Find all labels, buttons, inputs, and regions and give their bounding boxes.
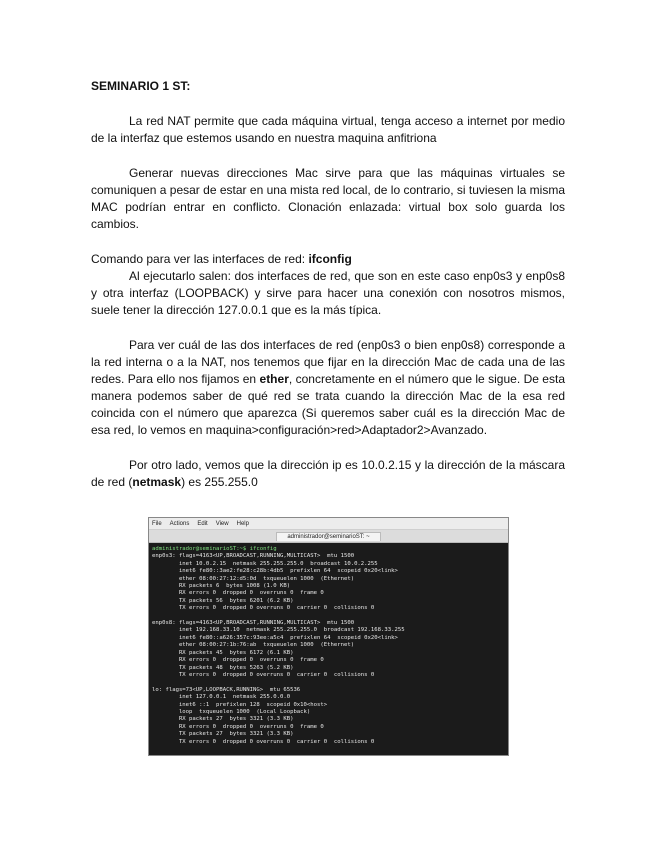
netmask-text-before: Por otro lado, vemos que la dirección ip es 10.0.2.15 y la dirección de la máscara de red ( (91, 458, 565, 489)
paragraph-ether (91, 337, 565, 439)
command-prefix: Comando para ver las interfaces de red: (91, 252, 309, 266)
command-name: ifconfig (308, 252, 352, 266)
terminal-tabbar (149, 530, 508, 543)
terminal-line: TX packets 48 bytes 5263 (5.2 KB) (152, 664, 294, 671)
terminal-screenshot (148, 517, 509, 756)
title-spacer (91, 105, 565, 113)
ether-text-before: Para ver cuál de las dos interfaces de red (enp0s3 o bien enp0s8) corresponde a la red interna o a la NAT, nos tenemos que fijar en la dirección Mac de cada una de las redes. Para ello nos fijamos en (91, 338, 565, 386)
terminal-line (152, 613, 505, 620)
terminal-menubar (149, 518, 508, 530)
terminal-output (149, 543, 508, 746)
menu-actions[interactable]: Actions (169, 520, 190, 527)
terminal-line: inet 10.0.2.15 netmask 255.255.255.0 broadcast 10.0.2.255 (152, 560, 378, 567)
paragraph-netmask (91, 457, 565, 491)
paragraph-interfaces: Al ejecutarlo salen: dos interfaces de red, que son en este caso enp0s3 y enp0s8 y otra interfaz (LOOPBACK) y sirve para hacer una conexión con nosotros mismos, suele tener la dirección 127.0.0.1 que es la más típica. (91, 269, 565, 317)
terminal-line: RX errors 0 dropped 0 overruns 0 frame 0 (152, 590, 324, 597)
paragraph-mac: Generar nuevas direcciones Mac sirve para que las máquinas virtuales se comuniquen a pesar de estar en una mista red local, de lo contrario, si tuviesen la misma MAC podrían entrar en conflicto. Clonación enlazada: virtual box solo guarda los cambios. (91, 166, 565, 231)
paragraph-command (91, 251, 565, 268)
terminal-line: TX packets 27 bytes 3321 (3.3 KB) (152, 731, 294, 738)
terminal-line: RX packets 27 bytes 3321 (3.3 KB) (152, 716, 294, 723)
terminal-line: TX errors 0 dropped 0 overruns 0 carrier 0 collisions 0 (152, 671, 375, 678)
terminal-line: enp0s3: flags=4163<UP,BROADCAST,RUNNING,MULTICAST> mtu 1500 (152, 553, 355, 560)
menu-file[interactable]: File (152, 520, 162, 527)
netmask-keyword: netmask (132, 475, 182, 489)
menu-help[interactable]: Help (236, 520, 249, 527)
netmask-text-after: ) es 255.255.0 (181, 475, 258, 489)
terminal-tab[interactable]: administrador@seminarioST: ~ (276, 532, 380, 541)
terminal-line: inet 192.168.33.10 netmask 255.255.255.0 broadcast 192.168.33.255 (152, 627, 405, 634)
terminal-lines (152, 553, 505, 746)
terminal-line (152, 679, 505, 686)
document-title: SEMINARIO 1 ST: (91, 79, 191, 93)
menu-view[interactable]: View (215, 520, 229, 527)
terminal-line: TX errors 0 dropped 0 overruns 0 carrier 0 collisions 0 (152, 605, 375, 612)
paragraph-nat: La red NAT permite que cada máquina virtual, tenga acceso a internet por medio de la interfaz que estemos usando en nuestra maquina anfitriona (91, 114, 565, 145)
document-body (91, 78, 565, 509)
terminal-line: RX packets 45 bytes 6172 (6.1 KB) (152, 649, 294, 656)
terminal-line: TX errors 0 dropped 0 overruns 0 carrier 0 collisions 0 (152, 738, 375, 745)
terminal-line: RX packets 6 bytes 1008 (1.0 KB) (152, 583, 291, 590)
terminal-line: inet6 fe80::a626:357c:93ee:a5c4 prefixlen 64 scopeid 0x20<link> (152, 634, 398, 641)
terminal-line: ether 08:00:27:1b:76:ab txqueuelen 1000 (Ethernet) (152, 642, 355, 649)
terminal-line: inet6 fe80::3ae2:fe28:c28b:4db5 prefixlen 64 scopeid 0x20<link> (152, 568, 398, 575)
terminal-line: RX errors 0 dropped 0 overruns 0 frame 0 (152, 657, 324, 664)
terminal-line: lo: flags=73<UP,LOOPBACK,RUNNING> mtu 65536 (152, 686, 301, 693)
ether-text-after: , concretamente en el número que le sigue. De esta manera podemos saber de qué red se trata cuando la dirección Mac de la esa red coincida con el número que aparezca (Si queremos saber cuál es la dirección Mac de esa red, lo vemos en maquina>configuración>red>Adaptador2>Avanzado. (91, 372, 565, 437)
terminal-line: enp0s8: flags=4163<UP,BROADCAST,RUNNING,MULTICAST> mtu 1500 (152, 620, 355, 627)
terminal-line: loop txqueuelen 1000 (Local Loopback) (152, 708, 311, 715)
terminal-line: ether 08:00:27:12:d5:0d txqueuelen 1000 (Ethernet) (152, 575, 355, 582)
terminal-prompt: administrador@seminarioST:~$ ifconfig (152, 546, 277, 552)
ether-keyword: ether (259, 372, 289, 386)
terminal-line: RX errors 0 dropped 0 overruns 0 frame 0 (152, 723, 324, 730)
terminal-line: inet 127.0.0.1 netmask 255.0.0.0 (152, 694, 291, 701)
menu-edit[interactable]: Edit (197, 520, 208, 527)
terminal-line: TX packets 56 bytes 6201 (6.2 KB) (152, 597, 294, 604)
terminal-line: inet6 ::1 prefixlen 128 scopeid 0x10<host> (152, 701, 328, 708)
